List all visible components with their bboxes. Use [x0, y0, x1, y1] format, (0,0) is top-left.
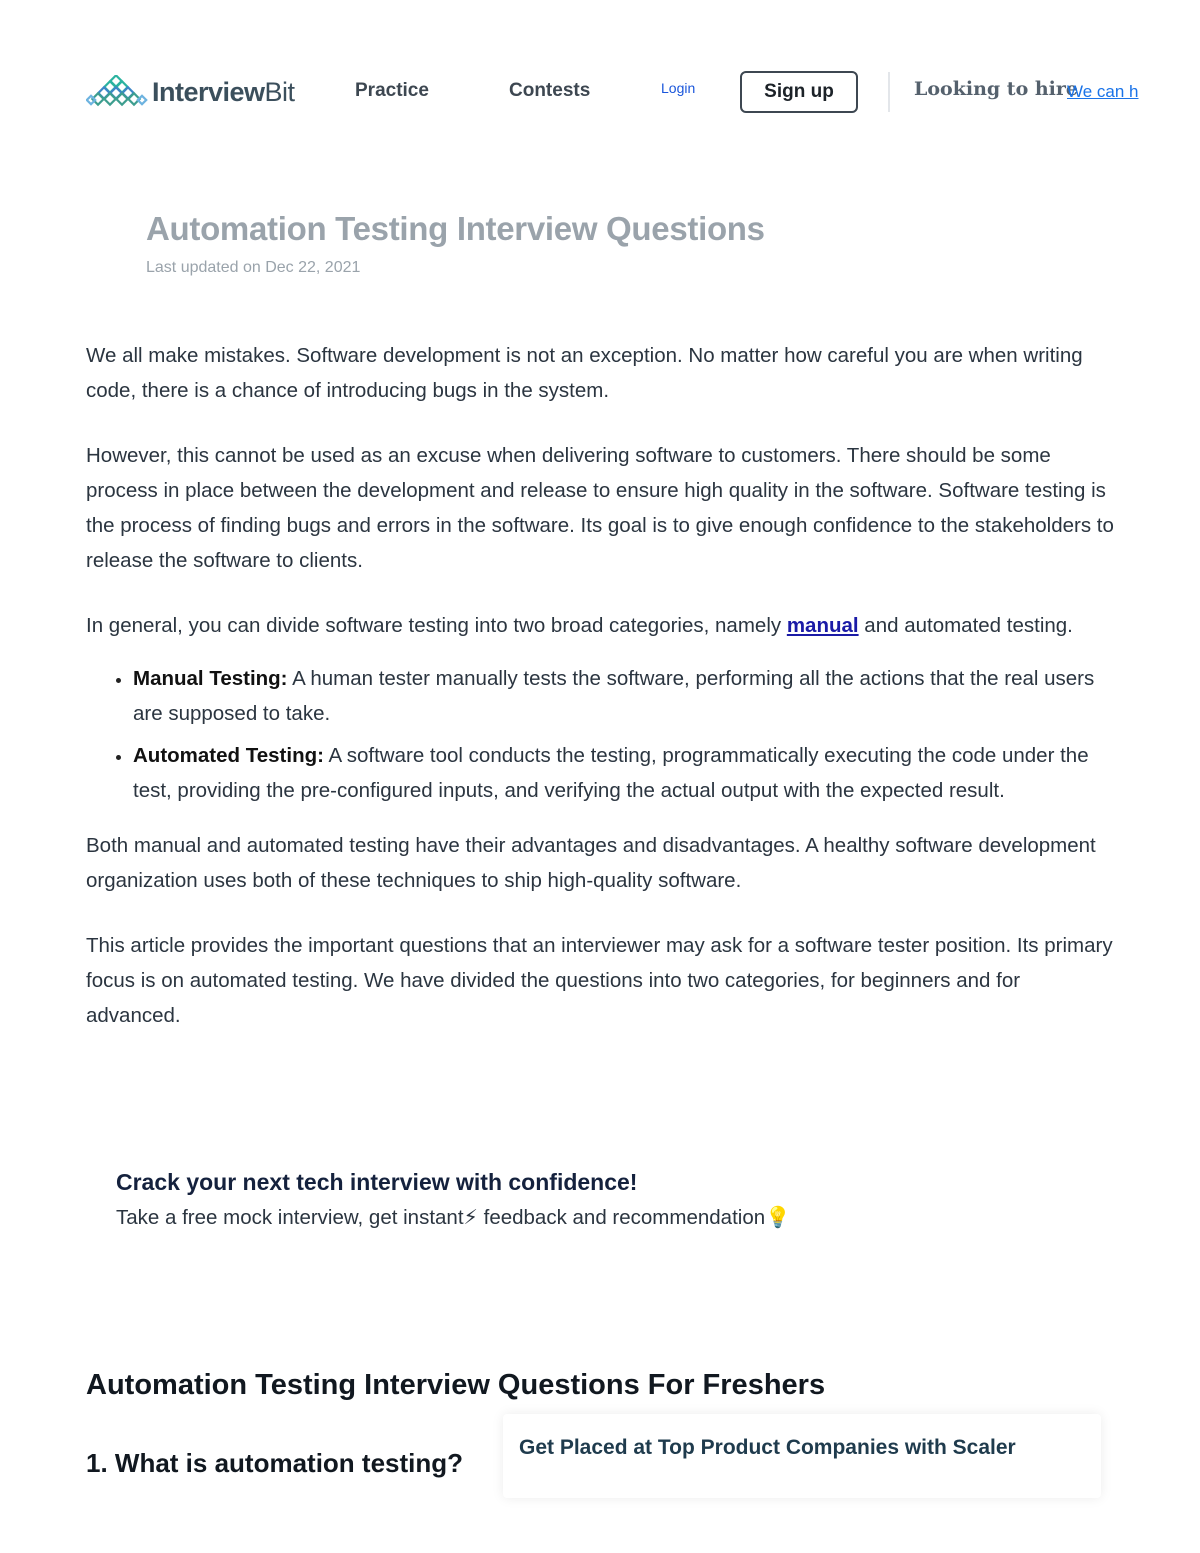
login-link[interactable]: Login: [661, 80, 696, 96]
last-updated-date: Last updated on Dec 22, 2021: [146, 259, 361, 276]
page-title: Automation Testing Interview Questions: [146, 210, 765, 247]
lightbulb-icon: 💡: [765, 1206, 791, 1229]
section-heading-freshers: Automation Testing Interview Questions For Freshers: [86, 1369, 826, 1401]
logo-wordmark-main: Interview: [152, 76, 265, 107]
list-item-automated-testing: [133, 738, 1116, 808]
interviewbit-logo[interactable]: [86, 72, 295, 112]
manual-testing-link[interactable]: manual: [786, 614, 859, 637]
intro-paragraph-5: This article provides the important questions that an interviewer may ask for a software tester position. Its primary focus is on automated testing. We have divided the questions into two categories, for beginners and for advanced.: [86, 934, 1113, 1027]
question-1-heading: 1. What is automation testing?: [86, 1448, 464, 1478]
scaler-banner-text: Get Placed at Top Product Companies with Scaler: [519, 1436, 1016, 1459]
list-item-description: A software tool conducts the testing, programmatically executing the code under the test, providing the pre-configured inputs, and verifying the actual output with the expected result.: [133, 744, 1089, 802]
intro-paragraph-1: We all make mistakes. Software development is not an exception. No matter how careful you are when writing code, there is a chance of introducing bugs in the system.: [86, 344, 1083, 402]
intro-paragraph-3: [86, 608, 1116, 643]
header-divider: [888, 72, 890, 112]
paragraph-3-text-start: In general, you can divide software testing into two broad categories, namely: [86, 614, 787, 637]
mock-interview-promo[interactable]: [116, 1164, 1016, 1236]
nav-practice-link[interactable]: Practice: [355, 80, 429, 101]
article-body: [86, 338, 1116, 1063]
promo-subtitle-text-start: Take a free mock interview, get instant: [116, 1206, 464, 1229]
paragraph-3-text-end: and automated testing.: [858, 614, 1073, 637]
lightning-icon: ⚡: [463, 1206, 478, 1229]
top-navbar: [0, 60, 1200, 126]
nav-contests-link[interactable]: Contests: [509, 80, 591, 101]
list-item-manual-testing: [133, 661, 1116, 731]
intro-paragraph-2: However, this cannot be used as an excuse when delivering software to customers. There should be some process in place between the development and release to ensure high quality in the software. Software testing is the process of finding bugs and errors in the software. Its goal is to give enough confidence to the stakeholders to release the software to clients.: [86, 444, 1114, 572]
list-item-term: Manual Testing:: [133, 667, 288, 690]
list-item-description: A human tester manually tests the software, performing all the actions that the real users are supposed to take.: [133, 667, 1095, 725]
scaler-promo-banner[interactable]: [503, 1414, 1101, 1498]
list-item-term: Automated Testing:: [133, 744, 324, 767]
logo-wordmark: [152, 77, 295, 108]
logo-wordmark-bit: Bit: [264, 76, 295, 107]
sign-up-button[interactable]: Sign up: [740, 71, 858, 113]
intro-paragraph-4: Both manual and automated testing have their advantages and disadvantages. A healthy software development organization uses both of these techniques to ship high-quality software.: [86, 834, 1096, 892]
we-can-help-link[interactable]: We can h: [1067, 82, 1139, 101]
testing-types-list: [86, 661, 1116, 808]
promo-title: Crack your next tech interview with confidence!: [116, 1169, 638, 1195]
promo-subtitle-text-end: feedback and recommendation: [477, 1206, 766, 1229]
promo-subtitle: [116, 1200, 1016, 1236]
looking-to-hire-text: Looking to hire: [914, 78, 1078, 100]
interviewbit-logo-icon: [86, 75, 148, 109]
